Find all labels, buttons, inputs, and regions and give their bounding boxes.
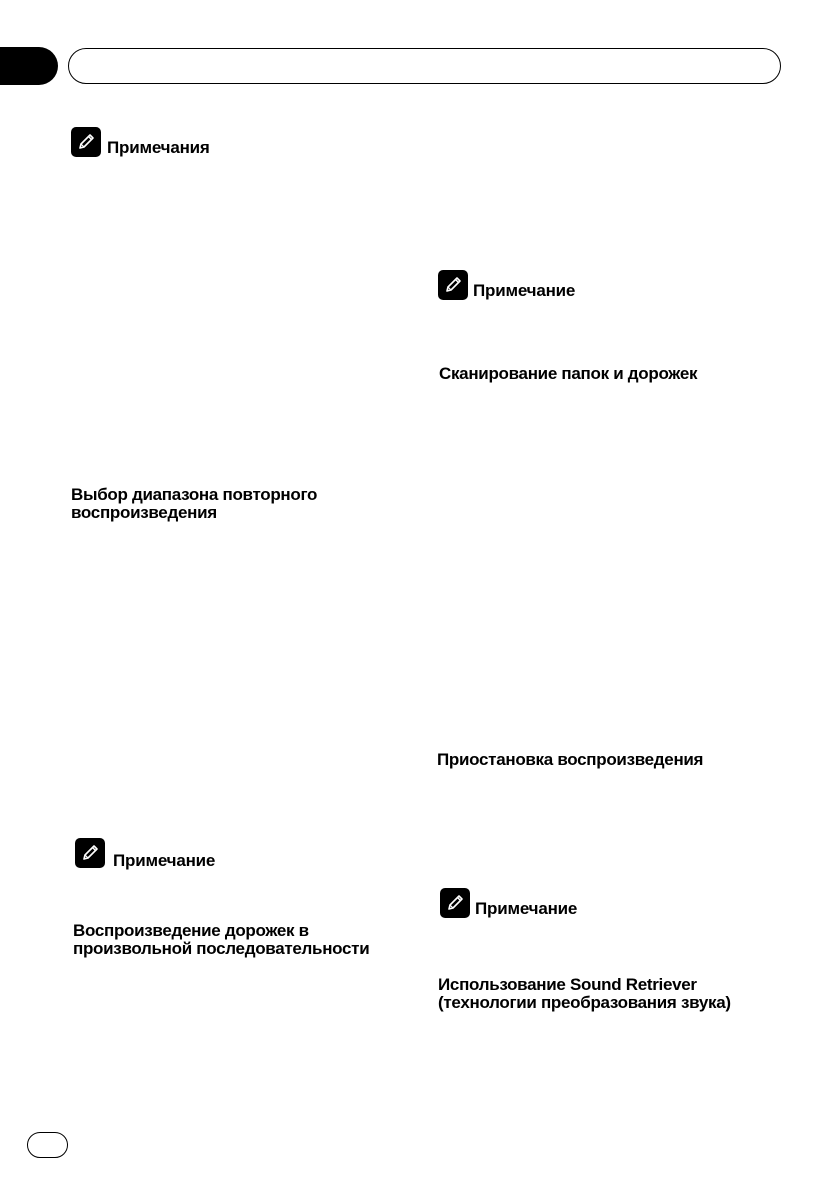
pencil-note-icon (438, 270, 468, 300)
heading-scan: Сканирование папок и дорожек (439, 364, 698, 383)
page-number-badge (27, 1132, 68, 1158)
heading-sound-retriever-line1: Использование Sound Retriever (438, 975, 697, 994)
pencil-note-icon (440, 888, 470, 918)
section-tab (0, 47, 58, 85)
note-label: Примечание (473, 281, 576, 300)
heading-random-play-line2: произвольной последовательности (73, 939, 370, 958)
note-label: Примечание (475, 899, 578, 918)
heading-repeat-range-line1: Выбор диапазона повторного (71, 485, 318, 504)
header-bar (68, 48, 781, 84)
note-label: Примечание (113, 851, 216, 870)
heading-pause: Приостановка воспроизведения (437, 750, 704, 769)
heading-random-play-line1: Воспроизведение дорожек в (73, 921, 309, 940)
pencil-note-icon (71, 127, 101, 157)
pencil-note-icon (75, 838, 105, 868)
heading-sound-retriever-line2: (технологии преобразования звука) (438, 993, 731, 1012)
note-label: Примечания (107, 138, 210, 157)
heading-repeat-range-line2: воспроизведения (71, 503, 217, 522)
